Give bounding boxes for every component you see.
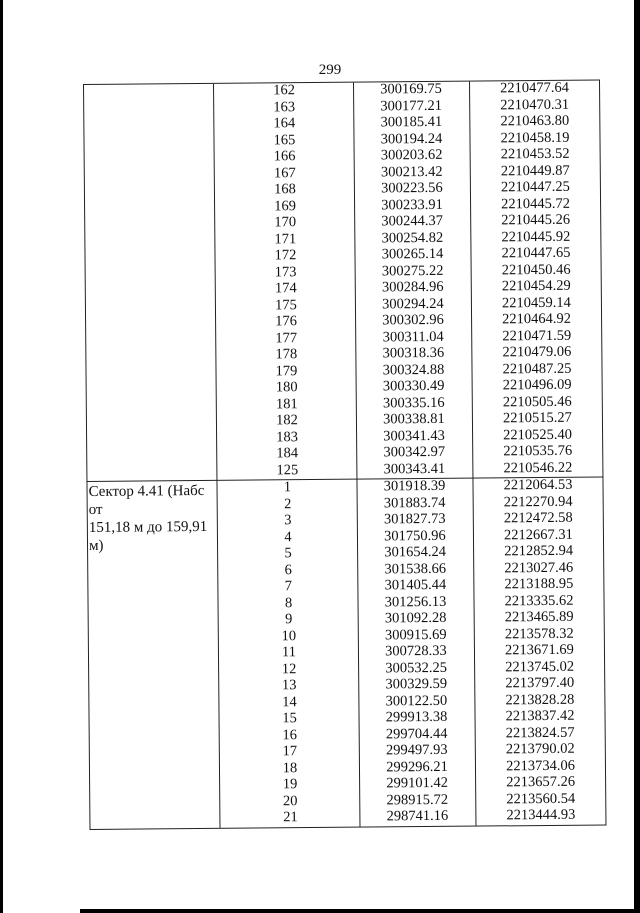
x-coordinate-cell: 300233.91 (381, 196, 443, 213)
x-coordinate-cell: 300294.24 (382, 295, 444, 312)
point-number-cell: 125 (276, 461, 299, 478)
x-coordinate-cell: 300254.82 (381, 229, 444, 246)
y-coordinate-cell: 2210515.27 (502, 409, 572, 427)
y-coordinate-cell: 2210471.59 (502, 327, 572, 344)
point-number-cell: 168 (273, 181, 296, 198)
x-coordinate-cell: 300244.37 (381, 212, 444, 230)
point-number-cell: 169 (274, 197, 297, 214)
point-number-cell: 6 (284, 561, 292, 578)
point-number-cell: 163 (273, 98, 296, 115)
point-number-cell: 176 (275, 313, 298, 330)
x-coordinate-cell: 300318.36 (382, 344, 445, 362)
point-number-cell: 177 (275, 329, 298, 346)
x-coordinate-cell: 300342.97 (383, 443, 446, 461)
point-number-cell: 166 (273, 148, 296, 165)
x-coordinate-cell: 299296.21 (386, 758, 448, 775)
point-number-cell: 10 (281, 627, 297, 644)
x-coordinate-cell: 301256.13 (384, 593, 447, 610)
point-number-cell: 15 (282, 710, 297, 727)
y-coordinate-cell: 2210505.46 (502, 393, 572, 410)
point-number-cell: 13 (281, 677, 297, 694)
point-number-cell: 9 (284, 611, 293, 628)
point-number-cell: 182 (275, 412, 298, 429)
y-coordinate-cell: 2212852.94 (504, 542, 574, 560)
y-coordinate-cell: 2212472.58 (503, 509, 573, 527)
y-coordinate-cell: 2213188.95 (504, 575, 574, 593)
x-coordinate-cell: 300728.33 (385, 642, 447, 660)
point-number-cell: 173 (274, 263, 297, 280)
x-coordinate-cell: 301750.96 (384, 527, 446, 544)
point-number-cell: 170 (274, 214, 297, 231)
point-number-cell: 181 (275, 395, 298, 412)
y-coordinate-cell: 2210449.87 (500, 162, 570, 179)
scan-edge-right (634, 0, 640, 913)
x-coordinate-cell: 301918.39 (383, 477, 446, 495)
y-coordinate-cell: 2213828.28 (505, 691, 575, 708)
point-number-cell: 8 (284, 594, 293, 611)
x-coordinate-cell: 300203.62 (380, 146, 443, 164)
point-number-cell: 172 (274, 247, 297, 264)
point-number-cell: 183 (276, 428, 299, 445)
x-coordinate-cell: 300329.59 (385, 675, 448, 693)
point-number-cell: 162 (273, 82, 296, 99)
y-coordinate-cell: 2213790.02 (505, 740, 575, 758)
y-coordinate-cell: 2210479.06 (502, 343, 572, 361)
y-coordinate-cell: 2210477.64 (500, 79, 570, 97)
y-coordinate-cell: 2213745.02 (505, 658, 575, 675)
x-coordinate-cell: 300185.41 (380, 113, 443, 131)
point-number-cell: 1 (283, 479, 292, 496)
point-number-cell: 178 (275, 346, 298, 363)
y-coordinate-cell: 2213560.54 (506, 790, 576, 807)
y-coordinate-cell: 2210447.65 (501, 244, 571, 262)
x-coordinate-cell: 300169.75 (380, 80, 442, 98)
y-coordinate-cell: 2210463.80 (500, 112, 570, 130)
x-coordinate-cell: 299497.93 (385, 741, 448, 759)
x-coordinate-cell: 300335.16 (382, 394, 445, 411)
x-coordinate-cell: 300311.04 (382, 328, 444, 345)
point-number-cell: 179 (275, 362, 298, 379)
x-coordinate-cell: 300324.88 (382, 361, 445, 378)
x-coordinate-cell: 301654.24 (384, 543, 446, 561)
y-coordinate-cell: 2213797.40 (505, 674, 575, 692)
y-coordinate-cell: 2213837.42 (505, 707, 575, 725)
x-coordinate-cell: 301883.74 (383, 494, 446, 511)
point-number-cell: 167 (273, 164, 296, 181)
point-number-cell: 175 (274, 296, 297, 313)
x-coordinate-cell: 300915.69 (384, 626, 447, 643)
point-number-cell: 16 (282, 726, 298, 743)
y-coordinate-cell: 2213027.46 (504, 559, 574, 576)
y-coordinate-cell: 2212064.53 (503, 476, 573, 494)
x-coordinate-cell: 299101.42 (386, 774, 448, 792)
x-coordinate-cell: 299913.38 (385, 708, 448, 726)
x-coordinate-cell: 300265.14 (381, 245, 444, 263)
y-coordinate-cell: 2210496.09 (502, 376, 572, 394)
y-coordinate-cell: 2210459.14 (501, 294, 571, 311)
y-coordinate-cell: 2210453.52 (500, 145, 570, 163)
point-number-cell: 14 (282, 693, 297, 710)
point-number-cell: 12 (281, 660, 297, 677)
y-coordinate-cell: 2213578.32 (504, 625, 574, 642)
table-row (89, 807, 606, 828)
x-coordinate-cell: 300341.43 (383, 427, 445, 444)
point-number-cell: 11 (281, 644, 297, 661)
x-coordinate-cell: 300284.96 (381, 278, 444, 296)
x-coordinate-cell: 298741.16 (386, 807, 449, 825)
point-number-cell: 5 (284, 545, 292, 562)
y-coordinate-cell: 2210535.76 (503, 442, 573, 460)
point-number-cell: 19 (282, 776, 298, 793)
y-coordinate-cell: 2213734.06 (505, 757, 575, 774)
table-section (86, 476, 606, 828)
x-coordinate-cell: 300532.25 (385, 659, 447, 676)
x-coordinate-cell: 300338.81 (383, 410, 445, 428)
point-number-cell: 7 (284, 578, 293, 595)
table-section (83, 80, 603, 480)
x-coordinate-cell: 300177.21 (380, 97, 443, 114)
x-coordinate-cell: 301538.66 (384, 560, 447, 577)
point-number-cell: 20 (282, 792, 298, 809)
x-coordinate-cell: 300213.42 (380, 163, 443, 180)
y-coordinate-cell: 2210458.19 (500, 129, 570, 146)
point-number-cell: 164 (273, 115, 296, 132)
y-coordinate-cell: 2210464.92 (502, 310, 572, 328)
y-coordinate-cell: 2213657.26 (506, 773, 576, 791)
sector-label: Сектор 4.41 (Набс от 151,18 м до 159,91 м) (88, 482, 208, 554)
y-coordinate-cell: 2210454.29 (501, 277, 571, 295)
y-coordinate-cell: 2210546.22 (503, 459, 573, 476)
x-coordinate-cell: 300122.50 (385, 692, 448, 709)
point-number-cell: 4 (284, 528, 292, 545)
y-coordinate-cell: 2213465.89 (504, 608, 574, 626)
page-number: 299 (318, 62, 342, 78)
x-coordinate-cell: 300223.56 (381, 179, 443, 197)
point-number-cell: 2 (283, 495, 292, 512)
point-number-cell: 18 (282, 759, 298, 776)
x-coordinate-cell: 300275.22 (381, 262, 444, 279)
scan-edge-left (0, 0, 3, 913)
y-coordinate-cell: 2210445.92 (501, 228, 571, 245)
point-number-cell: 3 (284, 512, 292, 529)
point-number-cell: 21 (283, 809, 298, 826)
point-number-cell: 184 (276, 445, 299, 462)
point-number-cell: 180 (275, 379, 298, 396)
point-number-cell: 174 (274, 280, 297, 297)
x-coordinate-cell: 300302.96 (382, 311, 444, 329)
x-coordinate-cell: 300194.24 (380, 130, 443, 147)
x-coordinate-cell: 301827.73 (383, 510, 446, 528)
x-coordinate-cell: 298915.72 (386, 791, 449, 808)
x-coordinate-cell: 300330.49 (382, 377, 445, 395)
y-coordinate-cell: 2210525.40 (503, 426, 573, 443)
y-coordinate-cell: 2210487.25 (502, 360, 572, 377)
x-coordinate-cell: 301092.28 (384, 609, 447, 627)
y-coordinate-cell: 2212270.94 (503, 493, 573, 510)
y-coordinate-cell: 2213444.93 (506, 806, 576, 824)
y-coordinate-cell: 2210450.46 (501, 261, 571, 278)
y-coordinate-cell: 2213335.62 (504, 592, 574, 609)
y-coordinate-cell: 2213671.69 (504, 641, 574, 659)
x-coordinate-cell: 300343.41 (383, 460, 446, 477)
scan-edge-bottom (80, 909, 634, 913)
y-coordinate-cell: 2210470.31 (500, 96, 570, 113)
y-coordinate-cell: 2210447.25 (500, 178, 570, 196)
y-coordinate-cell: 2210445.72 (501, 195, 571, 212)
y-coordinate-cell: 2213824.57 (505, 724, 575, 741)
y-coordinate-cell: 2210445.26 (501, 211, 571, 229)
x-coordinate-cell: 301405.44 (384, 576, 447, 594)
x-coordinate-cell: 299704.44 (385, 725, 448, 742)
point-number-cell: 171 (274, 230, 297, 247)
point-number-cell: 165 (273, 131, 296, 148)
coordinates-table (83, 79, 606, 829)
y-coordinate-cell: 2212667.31 (503, 526, 573, 543)
point-number-cell: 17 (282, 743, 298, 760)
